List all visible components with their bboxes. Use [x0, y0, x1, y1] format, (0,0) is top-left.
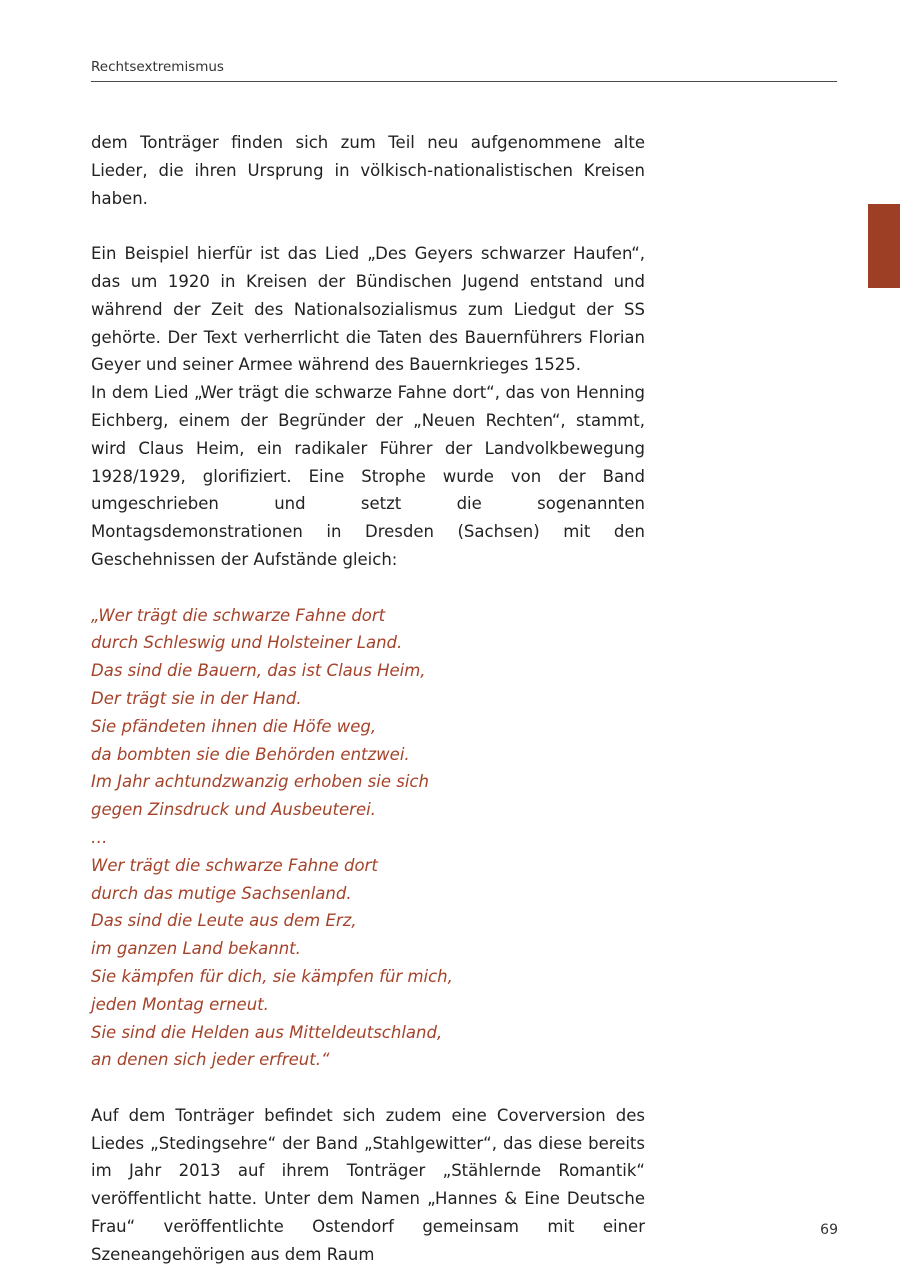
lyric-line: Der trägt sie in der Hand.	[91, 688, 302, 708]
lyric-line: Sie pfändeten ihnen die Höfe weg,	[91, 716, 377, 736]
paragraph-schwarze-fahne: In dem Lied „Wer trägt die schwarze Fahne dort“, das von Henning Eichberg, einem der Begründer der „Neuen Rechten“, stammt, wird Claus Heim, ein radikaler Führer der Landvolkbewegung 1928/1929, glorifiziert. Eine Strophe wurde von der Band umgeschrieben und setzt die sogenannten Montagsdemonstrationen in Dresden (Sachsen) mit den Geschehnissen der Aufstände gleich:	[91, 383, 645, 569]
lyric-line: im ganzen Land bekannt.	[91, 939, 301, 959]
running-header: Rechtsextremismus	[91, 57, 837, 82]
song-lyrics-quote	[91, 602, 645, 1075]
lyric-line: durch das mutige Sachsenland.	[91, 883, 352, 903]
paragraph-coverversion: Auf dem Tonträger befindet sich zudem eine Coverversion des Liedes „Stedingsehre“ der Band „Stahlgewitter“, das diese bereits im Jahr 2013 auf ihrem Tonträger „Stählernde Romantik“ veröffentlicht hatte. Unter dem Namen „Hannes & Eine Deutsche Frau“ veröffentlichte Ostendorf gemeinsam mit einer Szeneangehörigen aus dem Raum	[91, 1105, 645, 1264]
lyric-line: Das sind die Bauern, das ist Claus Heim,	[91, 661, 426, 681]
lyric-line: Sie sind die Helden aus Mitteldeutschland,	[91, 1022, 443, 1042]
lyric-line: Im Jahr achtundzwanzig erhoben sie sich	[91, 772, 429, 792]
lyric-line: an denen sich jeder erfreut.“	[91, 1050, 330, 1070]
paragraph-intro: dem Tonträger finden sich zum Teil neu aufgenommene alte Lieder, die ihren Ursprung in völkisch-nationalistischen Kreisen haben.	[91, 133, 645, 208]
main-text-column	[91, 129, 645, 1269]
lyric-line: „Wer trägt die schwarze Fahne dort	[91, 605, 386, 625]
lyric-line: Wer trägt die schwarze Fahne dort	[91, 855, 378, 875]
page-number: 69	[820, 1222, 838, 1238]
lyric-line: jeden Montag erneut.	[91, 994, 269, 1014]
lyric-line: gegen Zinsdruck und Ausbeuterei.	[91, 800, 376, 820]
lyric-ellipsis: …	[91, 827, 108, 847]
lyric-line: Das sind die Leute aus dem Erz,	[91, 911, 357, 931]
lyric-line: durch Schleswig und Holsteiner Land.	[91, 633, 403, 653]
lyric-line: Sie kämpfen für dich, sie kämpfen für mich,	[91, 966, 453, 986]
paragraph-geyers-example: Ein Beispiel hierfür ist das Lied „Des Geyers schwarzer Haufen“, das um 1920 in Kreisen der Bündischen Jugend entstand und während der Zeit des Nationalsozialismus zum Liedgut der SS gehörte. Der Text verherrlicht die Taten des Bauernführers Florian Geyer und seiner Armee während des Bauernkrieges 1525.	[91, 244, 645, 375]
lyric-line: da bombten sie die Behörden entzwei.	[91, 744, 410, 764]
chapter-tab-marker	[868, 204, 900, 288]
